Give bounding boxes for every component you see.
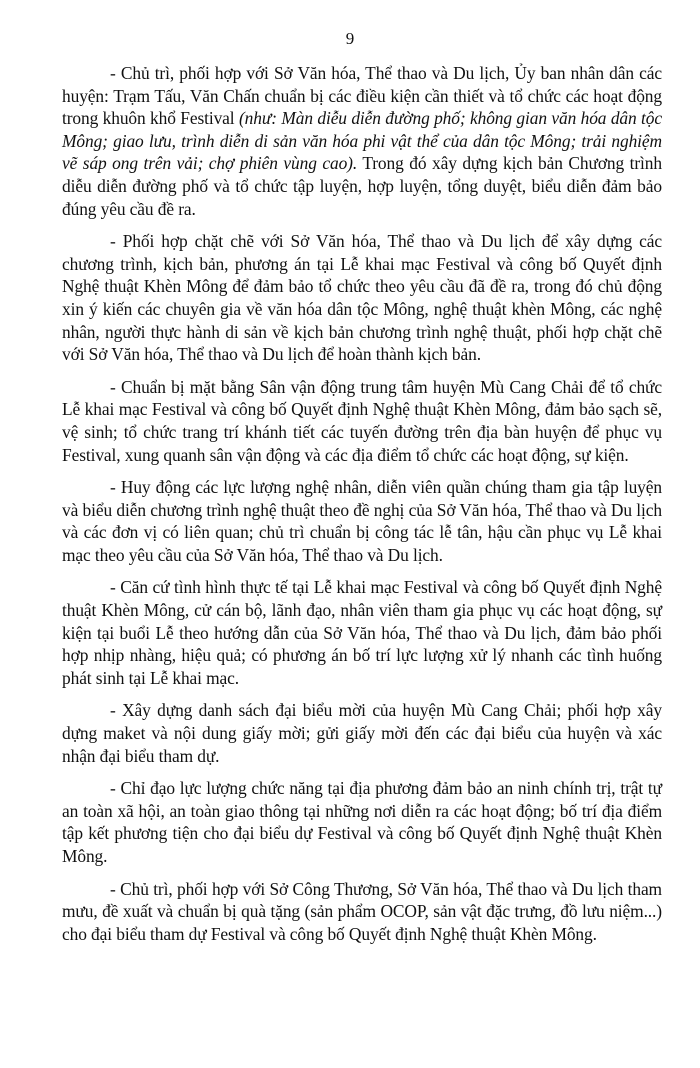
paragraph-festival-activities — [62, 62, 662, 220]
document-body — [62, 62, 662, 955]
paragraph-guest-list: - Xây dựng danh sách đại biểu mời của huyện Mù Cang Chải; phối hợp xây dựng maket và nội dung giấy mời; gửi giấy mời đến các đại biểu của huyện và xác nhận đại biểu tham dự. — [62, 700, 662, 766]
paragraph-security: - Chỉ đạo lực lượng chức năng tại địa phương đảm bảo an ninh chính trị, trật tự an toàn xã hội, an toàn giao thông tại những nơi diễn ra các hoạt động; bố trí địa điểm tập kết phương tiện cho đại biểu dự Festival và công bố Quyết định Nghệ thuật Khèn Mông. — [62, 778, 662, 866]
page-number: 9 — [345, 29, 355, 48]
paragraph-artist-mobilization: - Huy động các lực lượng nghệ nhân, diễn viên quần chúng tham gia tập luyện và biểu diễn chương trình nghệ thuật theo đề nghị của Sở Văn hóa, Thể thao và Du lịch và các đơn vị có liên quan; chủ trì chuẩn bị công tác lễ tân, hậu cần phục vụ Lễ khai mạc theo yêu cầu của Sở Văn hóa, Thể thao và Du lịch. — [62, 477, 662, 565]
paragraph-opening-ceremony-script: - Phối hợp chặt chẽ với Sở Văn hóa, Thể thao và Du lịch để xây dựng các chương trình, kịch bản, phương án tại Lễ khai mạc Festival và công bố Quyết định Nghệ thuật Khèn Mông để đảm bảo tổ chức theo yêu cầu đã đề ra, trong đó chủ động xin ý kiến các chuyên gia về văn hóa dân tộc Mông, nghệ thuật khèn Mông, các nghệ nhân, người thực hành di sản về kịch bản chương trình nghệ thuật, phối hợp chặt chẽ với Sở Văn hóa, Thể thao và Du lịch để hoàn thành kịch bản. — [62, 231, 662, 365]
paragraph-text: Trong đó xây dựng kịch bản Chương trình diễu diễn đường phố và tổ chức tập luyện, hợp luyện, tổng duyệt, biểu diễn đảm bảo đúng yêu cầu đề ra. — [62, 153, 662, 219]
paragraph-italic-note: (như: Màn diễu diễn đường phố; không gian văn hóa dân tộc Mông; giao lưu, trình diễn di sản văn hóa phi vật thể của dân tộc Mông; trải nghiệm vẽ sáp ong trên vải; chợ phiên vùng cao). — [62, 108, 662, 174]
paragraph-gifts: - Chủ trì, phối hợp với Sở Công Thương, Sở Văn hóa, Thể thao và Du lịch tham mưu, đề xuất và chuẩn bị quà tặng (sản phẩm OCOP, sản vật đặc trưng, đồ lưu niệm...) cho đại biểu tham dự Festival và công bố Quyết định Nghệ thuật Khèn Mông. — [62, 878, 662, 944]
paragraph-text: - Chủ trì, phối hợp với Sở Văn hóa, Thể thao và Du lịch, Ủy ban nhân dân các huyện: Trạm Tấu, Văn Chấn chuẩn bị các điều kiện cần thiết và tổ chức các hoạt động trong khuôn khổ Festival — [62, 63, 662, 129]
paragraph-staff-assignment: - Căn cứ tình hình thực tế tại Lễ khai mạc Festival và công bố Quyết định Nghệ thuật Khèn Mông, cử cán bộ, lãnh đạo, nhân viên tham gia phục vụ các hoạt động, sự kiện tại buổi Lễ theo hướng dẫn của Sở Văn hóa, Thể thao và Du lịch, đảm bảo phối hợp nhịp nhàng, hiệu quả; có phương án bố trí lực lượng xử lý nhanh các tình huống phát sinh tại Lễ khai mạc. — [62, 577, 662, 688]
paragraph-stadium-preparation: - Chuẩn bị mặt bằng Sân vận động trung tâm huyện Mù Cang Chải để tổ chức Lễ khai mạc Festival và công bố Quyết định Nghệ thuật Khèn Mông, đảm bảo sạch sẽ, vệ sinh; tổ chức trang trí khánh tiết các tuyến đường trên địa bàn huyện để phục vụ Festival, xung quanh sân vận động và các địa điểm tổ chức các hoạt động, sự kiện. — [62, 376, 662, 465]
